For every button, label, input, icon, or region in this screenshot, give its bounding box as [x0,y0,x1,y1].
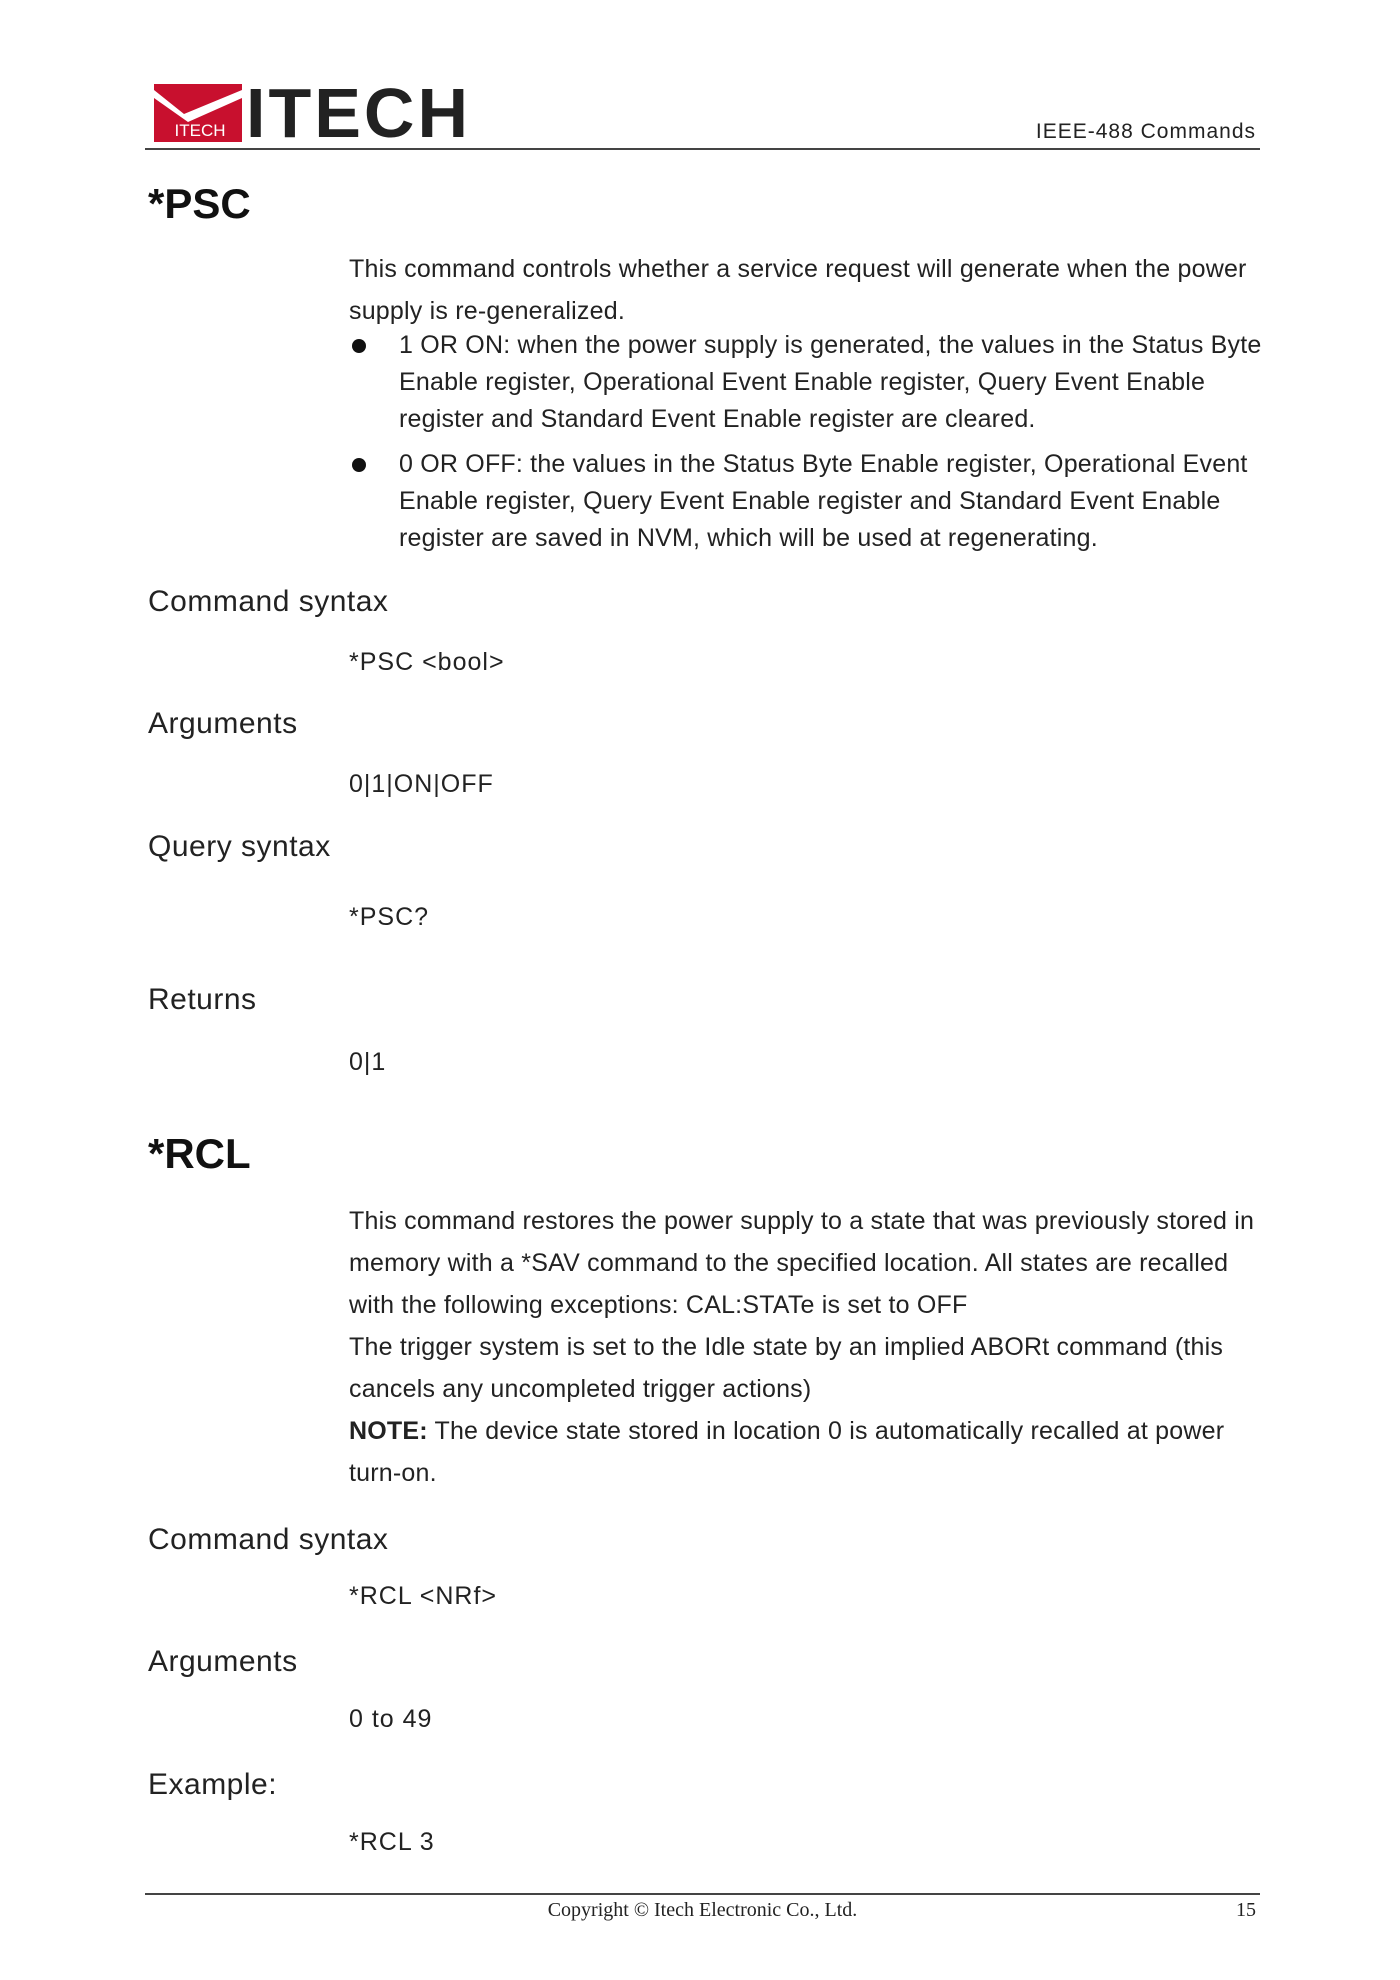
logo-emblem-text: ITECH [174,121,226,140]
rcl-description [349,1200,1264,1494]
psc-arguments: 0|1|ON|OFF [349,770,494,798]
rcl-command-syntax-heading: Command syntax [148,1523,389,1556]
footer-copyright: Copyright © Itech Electronic Co., Ltd. [547,1899,858,1921]
list-item [349,446,1264,557]
bullet-icon [352,458,366,472]
rcl-example: *RCL 3 [349,1828,435,1856]
psc-returns-heading: Returns [148,983,257,1016]
psc-bullet-text: 1 OR ON: when the power supply is generated, the values in the Status Byte Enable register, Operational Event Enable register, Query Event Enable register and Standard Event Enable register are cleared. [399,331,1262,433]
logo-emblem-icon [154,84,242,142]
psc-query-syntax-heading: Query syntax [148,830,331,863]
psc-bullet-list [349,327,1264,565]
rcl-note [349,1410,1264,1494]
note-text: The device state stored in location 0 is automatically recalled at power turn-on. [349,1417,1225,1487]
psc-bullet-text: 0 OR OFF: the values in the Status Byte Enable register, Operational Event Enable register, Query Event Enable register and Standard Event Enable register are saved in NVM, which will be used at regenerating. [399,450,1248,552]
header-section-title: IEEE-488 Commands [1035,120,1256,143]
rcl-description-paragraph: This command restores the power supply to a state that was previously stored in memory with a *SAV command to the specified location. All states are recalled with the following exceptions: CAL:STATe is set to OFF [349,1207,1255,1319]
psc-command-syntax: *PSC <bool> [349,648,505,676]
psc-title: *PSC [148,180,251,227]
rcl-example-heading: Example: [148,1768,278,1801]
psc-command-syntax-heading: Command syntax [148,585,389,618]
psc-description: This command controls whether a service request will generate when the power supply is re-generalized. [349,255,1247,325]
rcl-arguments: 0 to 49 [349,1705,433,1733]
page-footer [145,1893,1260,1927]
note-label: NOTE: [349,1417,428,1445]
bullet-icon [352,339,366,353]
itech-logo [154,74,471,152]
list-item [349,327,1264,438]
page-number: 15 [1236,1899,1256,1921]
psc-arguments-heading: Arguments [148,707,298,740]
rcl-command-syntax: *RCL <NRf> [349,1582,498,1610]
rcl-arguments-heading: Arguments [148,1645,298,1678]
rcl-description-paragraph: The trigger system is set to the Idle state by an implied ABORt command (this cancels any uncompleted trigger actions) [349,1333,1224,1403]
psc-query-syntax: *PSC? [349,903,430,931]
page-header [145,74,1260,152]
logo-text: ITECH [246,74,471,152]
rcl-title: *RCL [148,1130,251,1177]
psc-returns: 0|1 [349,1048,387,1076]
